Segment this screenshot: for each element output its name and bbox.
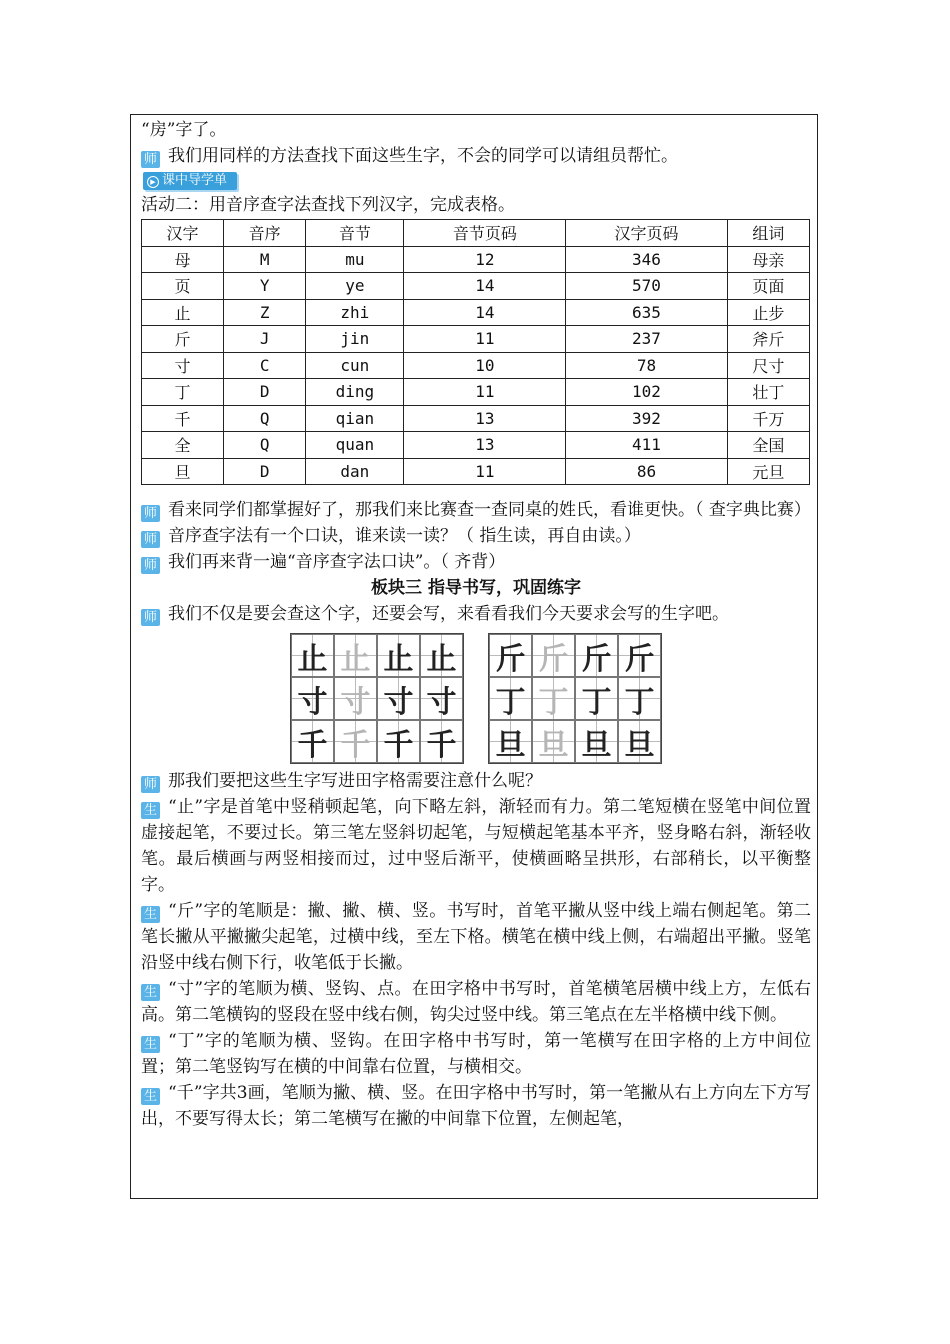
table-row [142, 352, 810, 379]
grid-cell: 止 [291, 634, 334, 677]
grid-cell: 千 [377, 720, 420, 763]
grid-cell: 斤 [489, 634, 532, 677]
teacher-text: 我们用同样的方法查找下面这些生字，不会的同学可以请组员帮忙。 [168, 146, 678, 166]
teacher-text: 音序查字法有一个口诀，谁来读一读？（ 指生读，再自由读。） [168, 526, 641, 546]
grid-cell: 丁 [618, 677, 661, 720]
student-paragraph [141, 1028, 811, 1080]
student-paragraph [141, 1080, 811, 1132]
table-cell: 14 [404, 299, 566, 326]
teacher-paragraph [141, 601, 811, 627]
grid-cell-trace: 旦 [532, 720, 575, 763]
header-hanzi: 汉字 [142, 220, 224, 247]
table-cell: C [224, 352, 306, 379]
table-cell: ye [306, 273, 404, 300]
table-row [142, 326, 810, 353]
student-text: “千”字共3画，笔顺为撇、横、竖。在田字格中书写时，第一笔撇从右上方向左下方写出，不要写得太长；第二笔横写在撇的中间靠下位置，左侧起笔， [141, 1083, 811, 1129]
table-cell: 570 [566, 273, 728, 300]
table-row [142, 405, 810, 432]
intro-line: “房”字了。 [141, 120, 227, 140]
table-cell: D [224, 458, 306, 485]
teacher-line [141, 143, 811, 169]
grid-cell: 斤 [575, 634, 618, 677]
tianzige-grid-right [488, 633, 662, 764]
table-row [142, 273, 810, 300]
student-text: “寸”字的笔顺为横、竖钩、点。在田字格中书写时，首笔横笔居横中线上方，左低右高。第二笔横钩的竖段在竖中线右侧，钩尖过竖中线。第三笔点在左半格横中线下侧。 [141, 979, 811, 1025]
table-cell: 14 [404, 273, 566, 300]
table-cell: cun [306, 352, 404, 379]
student-text: “丁”字的笔顺为横、竖钩。在田字格中书写时，第一笔横写在田字格的上方中间位置；第二笔竖钩写在横的中间靠右位置，与横相交。 [141, 1031, 811, 1077]
table-cell: 11 [404, 458, 566, 485]
table-cell: 尺寸 [727, 352, 809, 379]
table-cell: 86 [566, 458, 728, 485]
grid-cell: 斤 [618, 634, 661, 677]
student-badge-icon: 生 [141, 802, 160, 819]
student-text: “斤”字的笔顺是：撇、撇、横、竖。书写时，首笔平撇从竖中线上端右侧起笔。第二笔长撇从平撇撇尖起笔，过横中线，至左下格。横笔在横中线上侧，右端超出平撇。竖笔沿竖中线右侧下行，收笔低于长撇。 [141, 901, 811, 973]
student-badge-icon: 生 [141, 984, 160, 1001]
guide-label-text: 课中导学单 [162, 173, 228, 188]
grid-cell: 千 [420, 720, 463, 763]
grid-cell: 千 [291, 720, 334, 763]
table-cell: Y [224, 273, 306, 300]
table-cell: 635 [566, 299, 728, 326]
table-cell: 11 [404, 326, 566, 353]
table-cell: 母 [142, 246, 224, 273]
table-cell: 12 [404, 246, 566, 273]
table-cell: 11 [404, 379, 566, 406]
grid-cell: 止 [377, 634, 420, 677]
table-cell: 392 [566, 405, 728, 432]
table-row [142, 299, 810, 326]
teacher-badge-icon: 师 [141, 776, 160, 793]
table-cell: 13 [404, 432, 566, 459]
table-cell: 壮丁 [727, 379, 809, 406]
table-cell: 丁 [142, 379, 224, 406]
table-cell: Z [224, 299, 306, 326]
student-paragraph [141, 794, 811, 898]
tianzige-grid-left [290, 633, 464, 764]
table-row [142, 246, 810, 273]
grid-cell-trace: 千 [334, 720, 377, 763]
teacher-text: 那我们要把这些生字写进田字格需要注意什么呢？ [168, 771, 542, 791]
guide-label-badge [143, 172, 237, 190]
grid-cell: 寸 [291, 677, 334, 720]
table-cell: 旦 [142, 458, 224, 485]
teacher-paragraph [141, 549, 811, 575]
student-badge-icon: 生 [141, 906, 160, 923]
table-cell: 全 [142, 432, 224, 459]
grid-cell: 旦 [575, 720, 618, 763]
section-heading: 板块三 指导书写，巩固练字 [371, 578, 581, 598]
table-cell: 千万 [727, 405, 809, 432]
teacher-text: 我们不仅是要会查这个字，还要会写，来看看我们今天要求会写的生字吧。 [168, 604, 729, 624]
table-cell: Q [224, 405, 306, 432]
table-cell: 346 [566, 246, 728, 273]
table-cell: 页面 [727, 273, 809, 300]
grid-cell-trace: 丁 [532, 677, 575, 720]
table-cell: 斧斤 [727, 326, 809, 353]
writing-grids [141, 633, 811, 764]
table-row [142, 379, 810, 406]
table-cell: 全国 [727, 432, 809, 459]
table-cell: M [224, 246, 306, 273]
table-cell: 10 [404, 352, 566, 379]
table-cell: 止 [142, 299, 224, 326]
teacher-paragraph [141, 523, 811, 549]
teacher-text: 看来同学们都掌握好了，那我们来比赛查一查同桌的姓氏，看谁更快。（ 查字典比赛） [168, 500, 811, 520]
table-cell: J [224, 326, 306, 353]
student-badge-icon: 生 [141, 1036, 160, 1053]
table-cell: 寸 [142, 352, 224, 379]
student-paragraph [141, 976, 811, 1028]
table-cell: dan [306, 458, 404, 485]
teacher-badge-icon: 师 [141, 609, 160, 626]
table-cell: 斤 [142, 326, 224, 353]
table-row [142, 432, 810, 459]
teacher-badge-icon: 师 [141, 531, 160, 548]
activity-instruction: 活动二：用音序查字法查找下列汉字，完成表格。 [141, 195, 515, 215]
header-yinjie-page: 音节页码 [404, 220, 566, 247]
grid-cell: 止 [420, 634, 463, 677]
teacher-paragraph [141, 497, 811, 523]
table-cell: 母亲 [727, 246, 809, 273]
student-text: “止”字是首笔中竖稍顿起笔，向下略左斜，渐轻而有力。第二笔短横在竖笔中间位置虚接起笔，不要过长。第三笔左竖斜切起笔，与短横起笔基本平齐，竖身略右斜，渐轻收笔。最后横画与两竖相接而过，过中竖后渐平，使横画略呈拱形，右部稍长，以平衡整字。 [141, 797, 811, 895]
grid-cell: 寸 [420, 677, 463, 720]
header-zuci: 组词 [727, 220, 809, 247]
table-cell: 13 [404, 405, 566, 432]
table-cell: qian [306, 405, 404, 432]
student-paragraph [141, 898, 811, 976]
table-cell: D [224, 379, 306, 406]
table-cell: 千 [142, 405, 224, 432]
teacher-paragraph [141, 768, 811, 794]
table-cell: quan [306, 432, 404, 459]
grid-cell-trace: 斤 [532, 634, 575, 677]
table-cell: ding [306, 379, 404, 406]
grid-cell: 旦 [489, 720, 532, 763]
grid-cell: 丁 [575, 677, 618, 720]
teacher-badge-icon: 师 [141, 557, 160, 574]
table-cell: 止步 [727, 299, 809, 326]
header-yinjie: 音节 [306, 220, 404, 247]
student-badge-icon: 生 [141, 1088, 160, 1105]
table-cell: mu [306, 246, 404, 273]
teacher-text: 我们再来背一遍“音序查字法口诀”。（ 齐背） [168, 552, 506, 572]
table-row [142, 458, 810, 485]
grid-cell-trace: 止 [334, 634, 377, 677]
lookup-table [141, 219, 810, 485]
grid-cell-trace: 寸 [334, 677, 377, 720]
table-cell: 页 [142, 273, 224, 300]
teacher-badge-icon: 师 [141, 505, 160, 522]
grid-cell: 旦 [618, 720, 661, 763]
header-hanzi-page: 汉字页码 [566, 220, 728, 247]
table-cell: 102 [566, 379, 728, 406]
lesson-content [141, 117, 811, 1132]
table-cell: Q [224, 432, 306, 459]
grid-cell: 寸 [377, 677, 420, 720]
table-cell: 78 [566, 352, 728, 379]
table-cell: 411 [566, 432, 728, 459]
teacher-badge-icon: 师 [141, 151, 160, 168]
table-cell: zhi [306, 299, 404, 326]
table-cell: 元旦 [727, 458, 809, 485]
table-cell: jin [306, 326, 404, 353]
table-header-row [142, 220, 810, 247]
table-cell: 237 [566, 326, 728, 353]
play-circle-icon: ▶ [147, 176, 159, 188]
lesson-frame [130, 114, 818, 1199]
grid-cell: 丁 [489, 677, 532, 720]
guide-label-row [141, 169, 811, 192]
header-yinxu: 音序 [224, 220, 306, 247]
